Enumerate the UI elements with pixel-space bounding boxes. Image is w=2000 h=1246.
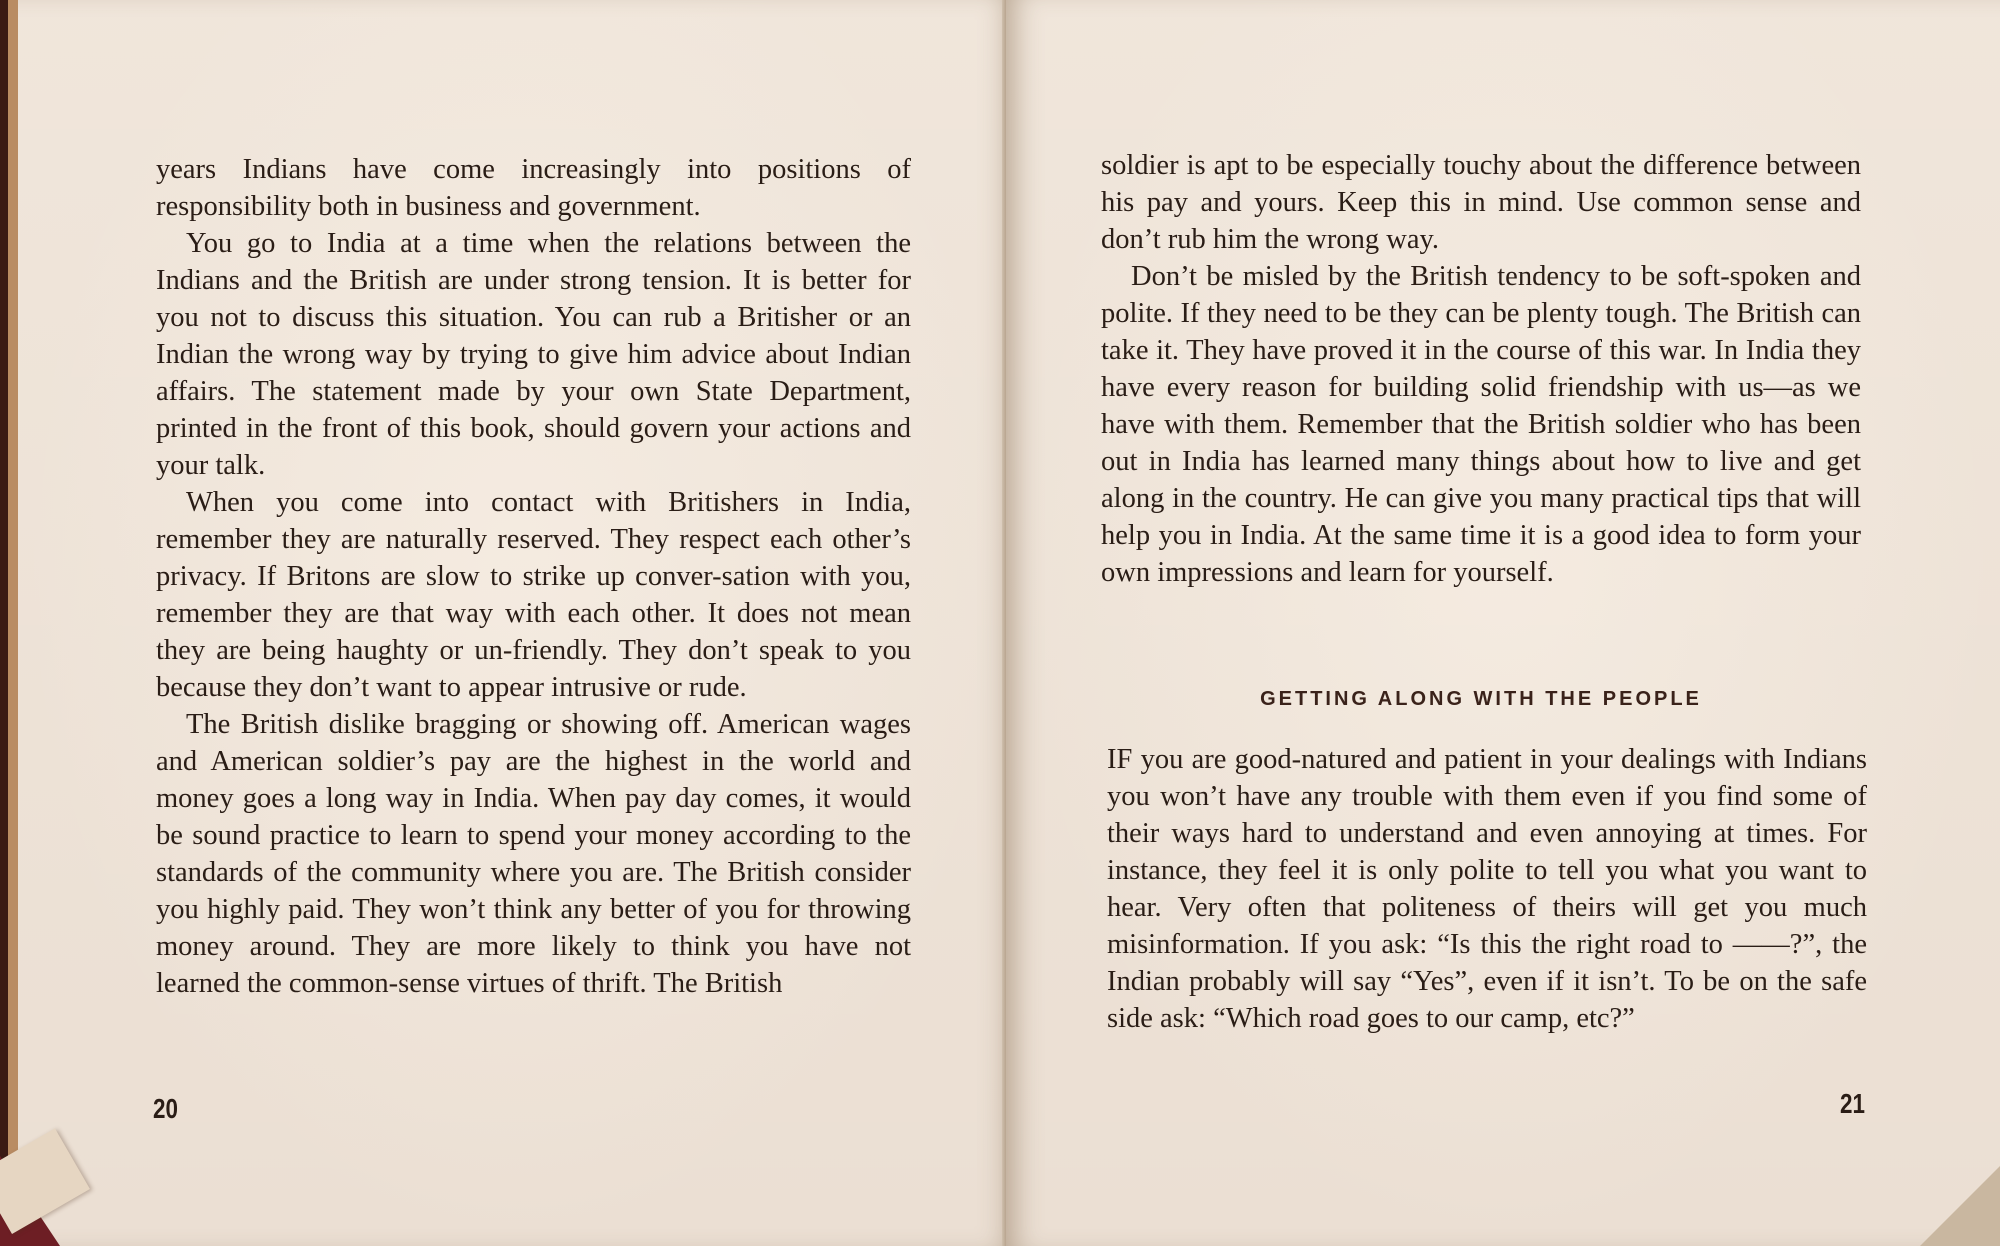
right-page-body (1101, 147, 1861, 591)
right-page-number: 21 (1840, 1088, 1865, 1119)
section-heading: GETTING ALONG WITH THE PEOPLE (1260, 688, 1702, 710)
right-page (1006, 0, 2000, 1246)
left-paragraph-3: When you come into contact with Britishers in India, remember they are naturally reserved. They respect each other’s privacy. If Britons are slow to strike up conver-sation with you, remember they are that way with each other. It does not mean they are being haughty or un-friendly. They don’t speak to you because they don’t want to appear intrusive or rude. (156, 487, 911, 703)
left-page-body (156, 151, 911, 1002)
left-paragraph-4: The British dislike bragging or showing off. American wages and American soldier’s pay are the highest in the world and money goes a long way in India. When pay day comes, it would be sound practice to learn to spend your money according to the standards of the community where you are. The British consider you highly paid. They won’t think any better of you for throwing money around. They are more likely to think you have not learned the common-sense virtues of thrift. The British (156, 709, 911, 999)
right-paragraph-2: Don’t be misled by the British tendency to be soft-spoken and polite. If they need to be they can be plenty tough. The British can take it. They have proved it in the course of this war. In India they have every reason for building solid friendship with us—as we have with them. Remember that the British soldier who has been out in India has learned many things about how to live and get along in the country. He can give you many practical tips that will help you in India. At the same time it is a good idea to form your own impressions and learn for yourself. (1101, 261, 1861, 588)
right-paragraph-1: soldier is apt to be especially touchy about the difference between his pay and yours. Keep this in mind. Use common sense and don’t rub him the wrong way. (1101, 150, 1861, 255)
left-paragraph-2: You go to India at a time when the relations between the Indians and the British are under strong tension. It is better for you not to discuss this situation. You can rub a Britisher or an Indian the wrong way by trying to give him advice about Indian affairs. The statement made by your own State Department, printed in the front of this book, should govern your actions and your talk. (156, 228, 911, 481)
dog-ear-right (1920, 1166, 2000, 1246)
section-body (1107, 741, 1867, 1037)
left-page (8, 0, 1016, 1246)
section-paragraph: IF you are good-natured and patient in your dealings with Indians you won’t have any trouble with them even if you find some of their ways hard to understand and even annoying at times. For instance, they feel it is only polite to tell you what you want to hear. Very often that politeness of theirs will get you much misinformation. If you ask: “Is this the right road to ——?”, the Indian probably will say “Yes”, even if it isn’t. To be on the safe side ask: “Which road goes to our camp, etc?” (1107, 744, 1867, 1034)
left-paragraph-1: years Indians have come increasingly into positions of responsibility both in business and government. (156, 154, 911, 222)
left-page-number: 20 (153, 1093, 178, 1124)
